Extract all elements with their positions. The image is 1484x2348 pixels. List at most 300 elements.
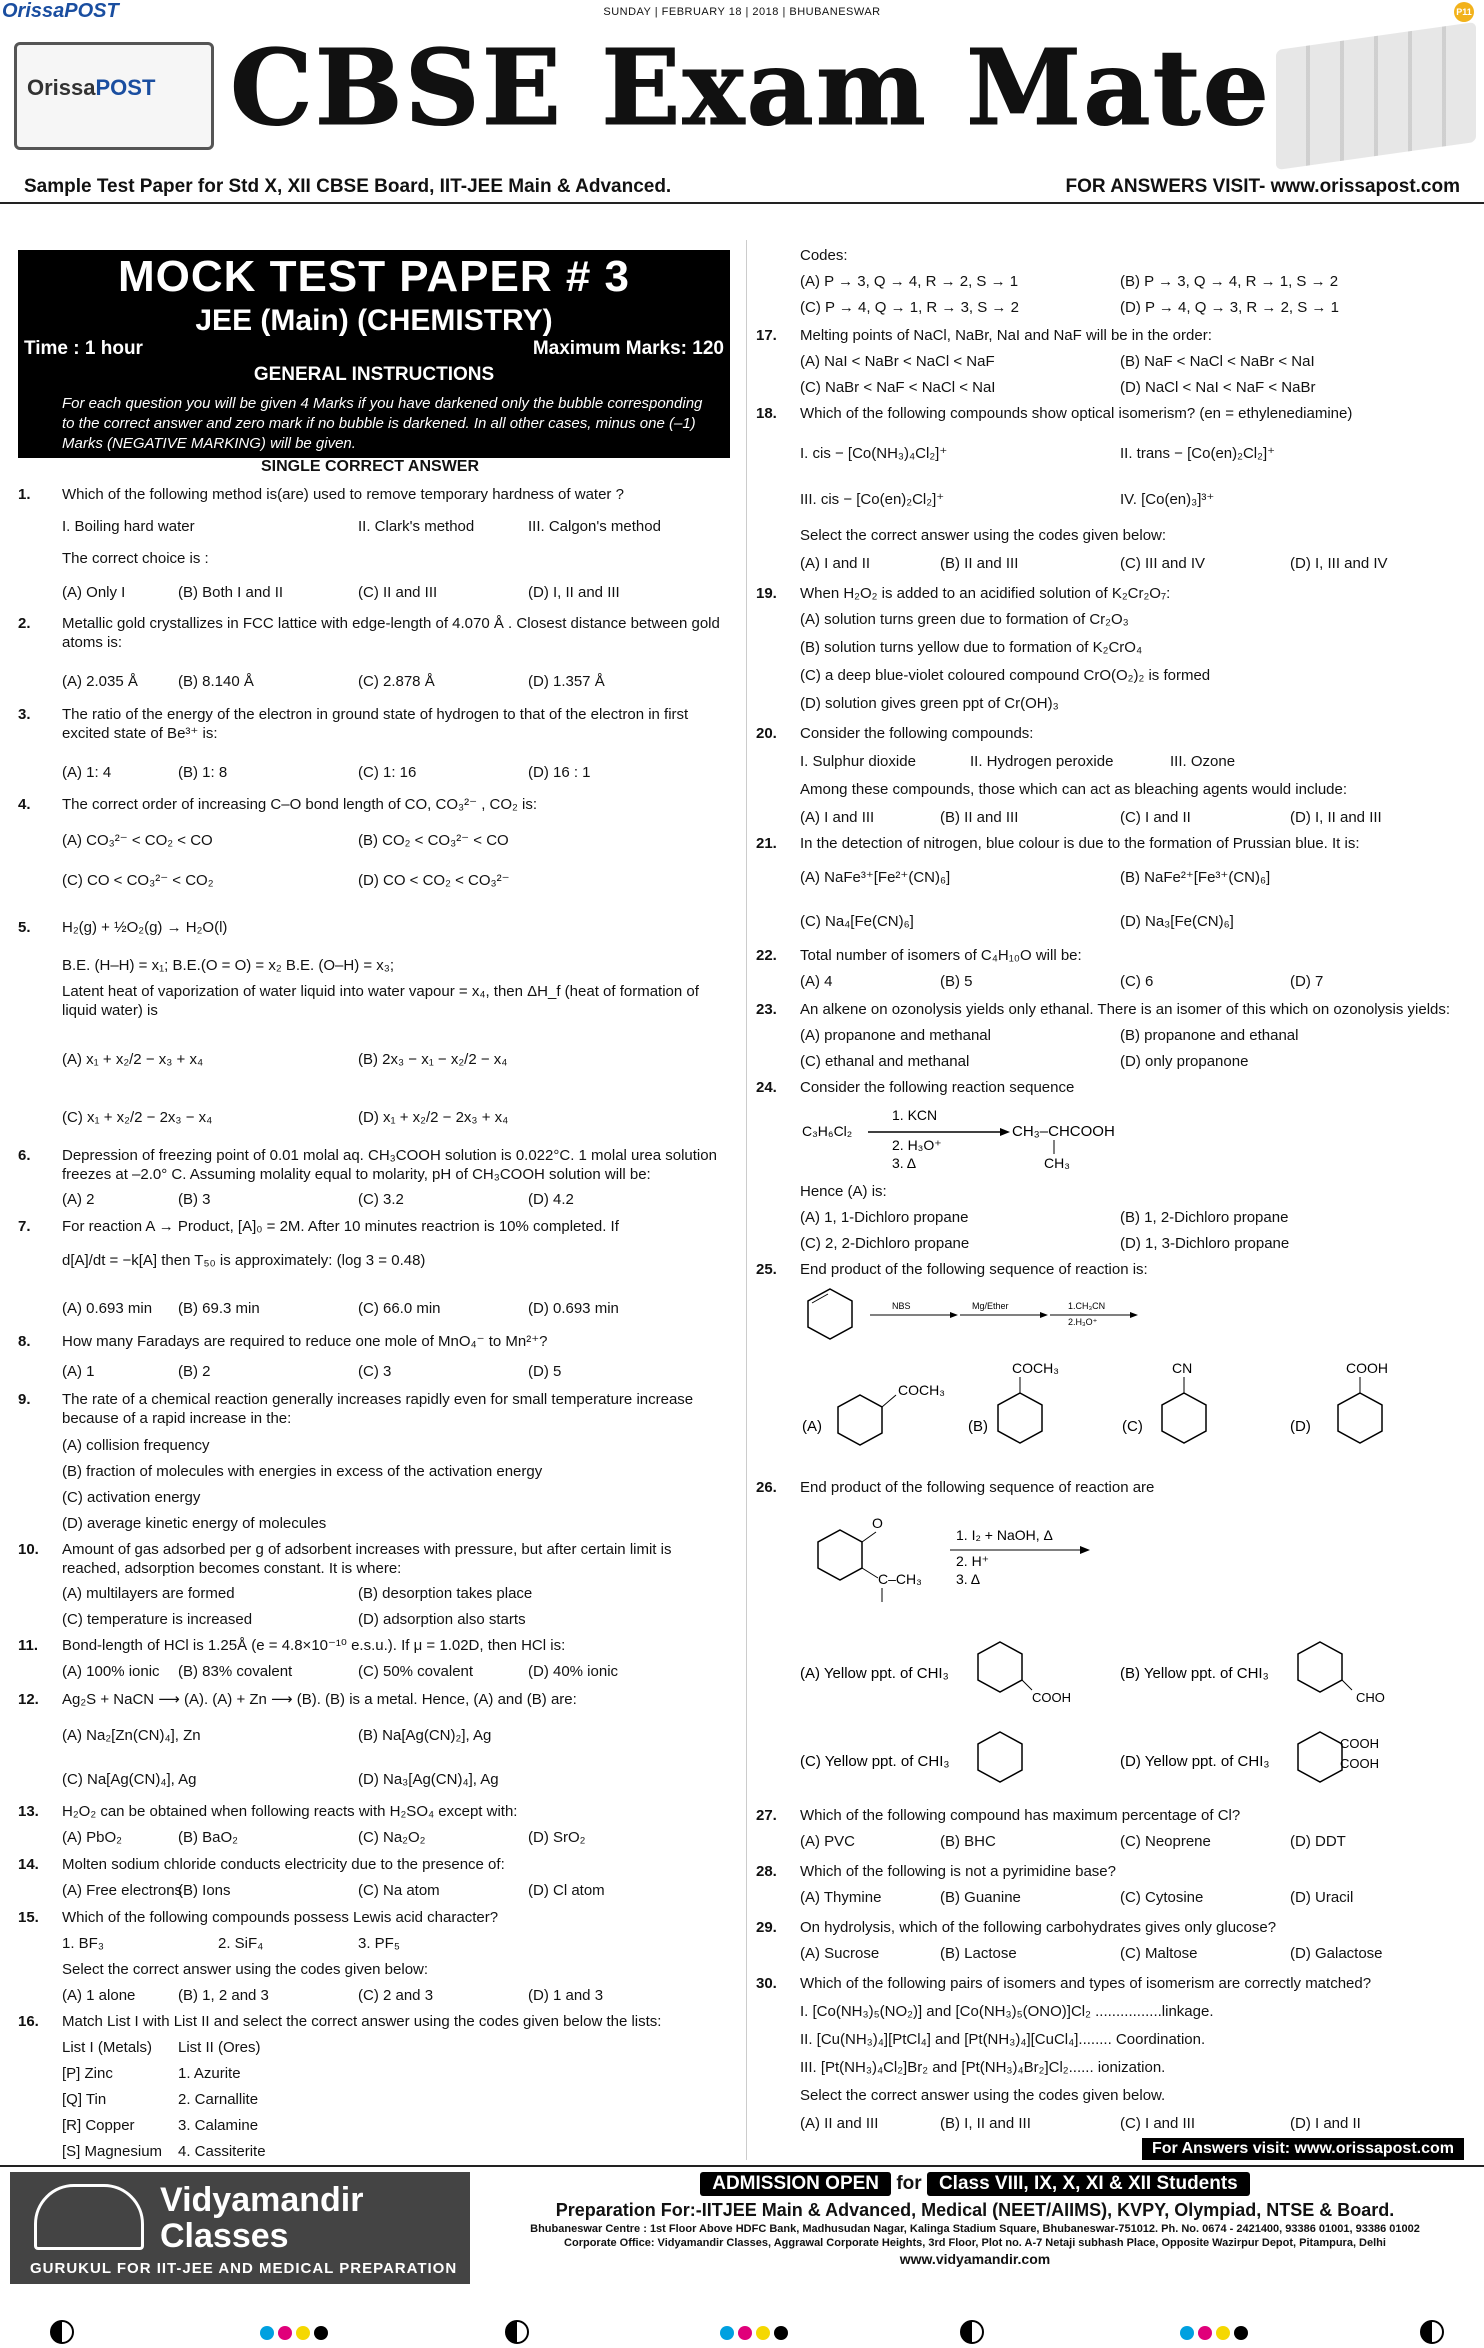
answer-option: (D) 0.693 min	[528, 1300, 619, 1317]
question-number: 19.	[756, 585, 777, 602]
laptop-brand-b: POST	[95, 75, 156, 100]
answer-option: (D) NaCl < NaI < NaF < NaBr	[1120, 379, 1316, 396]
q25-label-a: COCH₃	[898, 1382, 945, 1398]
answer-option: II. Hydrogen peroxide	[970, 753, 1114, 770]
question-detail: [Q] Tin	[62, 2091, 107, 2108]
question-text: Which of the following method is(are) used to remove temporary hardness of water ?	[62, 486, 624, 503]
page-number-badge: P11	[1454, 2, 1474, 22]
general-instructions-heading: GENERAL INSTRUCTIONS	[253, 364, 495, 385]
answer-option: Select the correct answer using the codes given below.	[800, 2087, 1166, 2104]
answer-option: (D) Uracil	[1290, 1889, 1354, 1906]
column-divider	[746, 240, 747, 2160]
vmc-name-1: Vidyamandir	[160, 2181, 364, 2219]
answer-option: I. Sulphur dioxide	[800, 753, 916, 770]
answer-option: (A) multilayers are formed	[62, 1585, 235, 1602]
question-text: The correct order of increasing C–O bond length of CO, CO₃²⁻ , CO₂ is:	[62, 796, 538, 813]
q25-arrowhead2	[1040, 1312, 1048, 1318]
answer-option: (A) Free electrons	[62, 1882, 183, 1899]
answer-option: (A) PVC	[800, 1833, 856, 1850]
answer-option: (D) Na₃[Ag(CN)₄], Ag	[358, 1771, 499, 1788]
answer-option: (C) 1: 16	[358, 764, 417, 781]
answer-option: (A) 4	[800, 973, 833, 990]
book-icon	[34, 2184, 144, 2250]
question-number: 13.	[18, 1803, 39, 1820]
q26-ring-a	[978, 1642, 1022, 1692]
question-number: 2.	[18, 615, 31, 632]
question-number: 16.	[18, 2013, 39, 2030]
answer-option: (C) Na atom	[358, 1882, 440, 1899]
answer-option: III. [Pt(NH₃)₄Cl₂]Br₂ and [Pt(NH₃)₄Br₂]Cl₂...... ionization.	[800, 2059, 1166, 2076]
question-text: Melting points of NaCl, NaBr, NaI and NaF will be in the order:	[800, 327, 1212, 344]
admission-for: for	[896, 2173, 922, 2194]
answer-option: (C) Na₄[Fe(CN)₆]	[800, 913, 914, 930]
answer-option: (C) 3	[358, 1363, 392, 1380]
answer-option: (C) Na[Ag(CN)₄], Ag	[62, 1771, 197, 1788]
answer-option: (B) 1: 8	[178, 764, 228, 781]
answer-option: III. Ozone	[1170, 753, 1236, 770]
answer-option: (B) II and III	[940, 809, 1019, 826]
q24-reaction-scheme	[800, 1100, 1220, 1180]
question-number: 3.	[18, 706, 31, 723]
q25-arrowhead1	[950, 1312, 958, 1318]
answer-option: Hence (A) is:	[800, 1183, 887, 1200]
question-text: On hydrolysis, which of the following carbohydrates gives only glucose?	[800, 1919, 1277, 1936]
question-text: Which of the following is not a pyrimidine base?	[800, 1863, 1116, 1880]
q26-bond-b	[1342, 1680, 1352, 1690]
question-number: 10.	[18, 1541, 39, 1558]
answer-option: (B) 2	[178, 1363, 211, 1380]
answer-option: (D) only propanone	[1120, 1053, 1249, 1070]
q26-option-b: (B) Yellow ppt. of CHI₃	[1120, 1665, 1269, 1682]
address-corporate: Corporate Office: Vidyamandir Classes, Aggrawal Corporate Heights, 3rd Floor, Plot no. A-7 Netaji subhash Place, Opposite Wazirpur Depot, Pitampura, Delhi	[564, 2237, 1386, 2249]
question-detail: [R] Copper	[62, 2117, 135, 2134]
answer-option: (A) CO₃²⁻ < CO₂ < CO	[62, 832, 213, 849]
q24-branch: CH₃	[1044, 1155, 1070, 1171]
question-number: 22.	[756, 947, 777, 964]
answer-option: (B) 5	[940, 973, 973, 990]
question-number: 30.	[756, 1975, 777, 1992]
question-text: Bond-length of HCl is 1.25Å (e = 4.8×10⁻¹⁰ e.s.u.). If μ = 1.02D, then HCl is:	[62, 1637, 566, 1654]
answer-option: (C) Cytosine	[1120, 1889, 1204, 1906]
question-number: 7.	[18, 1218, 31, 1235]
answer-option: (D) 40% ionic	[528, 1663, 619, 1680]
answer-option: (C) x₁ + x₂/2 − 2x₃ − x₄	[62, 1109, 213, 1126]
subheader-left: Sample Test Paper for Std X, XII CBSE Board, IIT-JEE Main & Advanced.	[24, 176, 672, 197]
answer-option: (B) fraction of molecules with energies in excess of the activation energy	[62, 1463, 543, 1480]
answer-option: (B) 69.3 min	[178, 1300, 260, 1317]
answer-option: (B) 8.140 Å	[178, 673, 254, 690]
answer-option: (A) II and III	[800, 2115, 879, 2132]
answer-option: (C) temperature is increased	[62, 1611, 253, 1628]
answer-option: (C) 2.878 Å	[358, 673, 435, 690]
answer-option: (C) NaBr < NaF < NaCl < NaI	[800, 379, 996, 396]
answer-option: (A) NaFe³⁺[Fe²⁺(CN)₆]	[800, 869, 951, 886]
answer-option: (B) propanone and ethanal	[1120, 1027, 1299, 1044]
question-number: 8.	[18, 1333, 31, 1350]
answer-option: II. trans − [Co(en)₂Cl₂]⁺	[1120, 445, 1276, 462]
q26-reaction-scheme	[800, 1510, 1460, 1800]
answer-option: (B) Guanine	[940, 1889, 1021, 1906]
question-detail: [P] Zinc	[62, 2065, 113, 2082]
answer-option: (A) 1 alone	[62, 1987, 136, 2004]
answer-option: (A) x₁ + x₂/2 − x₃ + x₄	[62, 1051, 204, 1068]
brand-logo: OrissaPOST	[2, 0, 119, 22]
question-text: Metallic gold crystallizes in FCC lattice with edge-length of 4.070 Å . Closest distance between gold atoms is:	[62, 615, 720, 651]
answer-option: (C) I and II	[1120, 809, 1191, 826]
answer-option: (C) 2, 2-Dichloro propane	[800, 1235, 970, 1252]
answer-option: (A) 1	[62, 1363, 95, 1380]
answer-option: (A) I and III	[800, 809, 875, 826]
q26-co-bond	[862, 1532, 876, 1542]
question-text: Which of the following compound has maximum percentage of Cl?	[800, 1807, 1241, 1824]
q25-ring-d	[1338, 1393, 1382, 1443]
q26-cooh-a: COOH	[1032, 1690, 1071, 1705]
answer-option: (C) I and III	[1120, 2115, 1196, 2132]
answer-option: (D) solution gives green ppt of Cr(OH)₃	[800, 695, 1059, 712]
banner-title: CBSE Exam Mate	[230, 26, 1271, 149]
question-text: How many Faradays are required to reduce one mole of MnO₄⁻ to Mn²⁺?	[62, 1333, 548, 1350]
dateline: SUNDAY | FEBRUARY 18 | 2018 | BHUBANESWAR	[603, 6, 881, 18]
question-detail: 1. BF₃	[62, 1935, 104, 1952]
registration-mark-icon	[50, 2320, 74, 2344]
q24-step3: 3. Δ	[892, 1155, 917, 1171]
q25-reagent-ch3cn: 1.CH₃CN	[1068, 1301, 1106, 1311]
question-detail: 2. SiF₄	[218, 1935, 264, 1952]
question-text: Codes:	[800, 247, 848, 264]
answer-option: (A) 2.035 Å	[62, 673, 138, 690]
q25-ring-b	[998, 1393, 1042, 1443]
q25-ring-c	[1162, 1393, 1206, 1443]
question-text: The rate of a chemical reaction generally increases rapidly even for small temperature increase because of a rapid increase in the:	[62, 1391, 694, 1427]
answer-option: (A) 100% ionic	[62, 1663, 160, 1680]
question-detail: d[A]/dt = −k[A] then T₅₀ is approximately: (log 3 = 0.48)	[62, 1252, 426, 1269]
mock-marks: Maximum Marks: 120	[532, 338, 724, 359]
question-text: Depression of freezing point of 0.01 molal aq. CH₃COOH solution is 0.022°C. 1 molal urea solution freezes at –2.0° C. Assuming molality equal to molarity, pH of CH₃COOH solution will be:	[62, 1147, 717, 1183]
answer-option: II. [Cu(NH₃)₄][PtCl₄] and [Pt(NH₃)₄][CuCl₄]........ Coordination.	[800, 2031, 1206, 2048]
answer-option: (A) solution turns green due to formation of Cr₂O₃	[800, 611, 1129, 628]
q26-arrowhead	[1080, 1546, 1090, 1554]
question-text: When H₂O₂ is added to an acidified solution of K₂Cr₂O₇:	[800, 585, 1171, 602]
question-detail: liquid water) is	[62, 1002, 158, 1019]
question-number: 20.	[756, 725, 777, 742]
cyclohexene-icon	[808, 1289, 852, 1339]
answer-option: (D) I, II and III	[528, 584, 620, 601]
question-text: Total number of isomers of C₄H₁₀O will be:	[800, 947, 1082, 964]
question-number: 24.	[756, 1079, 777, 1096]
answer-option: (B) 2x₃ − x₁ − x₂/2 − x₄	[358, 1051, 508, 1068]
answer-option: (A) Na₂[Zn(CN)₄], Zn	[62, 1727, 201, 1744]
question-text: End product of the following sequence of reaction are	[800, 1479, 1155, 1496]
question-detail: Select the correct answer using the codes given below:	[62, 1961, 429, 1978]
q25-reaction-scheme	[800, 1285, 1460, 1455]
question-text: Ag₂S + NaCN ⟶ (A). (A) + Zn ⟶ (B). (B) is a metal. Hence, (A) and (B) are:	[62, 1691, 577, 1708]
q25-option-c: (C)	[1122, 1418, 1143, 1435]
instructions-text: For each question you will be given 4 Marks if you have darkened only the bubble corresponding to the correct answer and zero mark if no bubble is darkened. In all other cases, minus one (–1) Marks (NEGATIVE MARKING) will be given.	[62, 395, 703, 452]
q26-side-bond	[862, 1568, 878, 1578]
answer-option: III. cis − [Co(en)₂Cl₂]⁺	[800, 491, 945, 508]
classes-pill: Class VIII, IX, X, XI & XII Students	[927, 2172, 1250, 2196]
answer-option: (D) Cl atom	[528, 1882, 605, 1899]
answer-option: (C) activation energy	[62, 1489, 201, 1506]
mock-time: Time : 1 hour	[24, 338, 143, 359]
q26-cooh-d2: COOH	[1340, 1756, 1379, 1771]
answer-option: (C) P → 4, Q → 1, R → 3, S → 2	[800, 299, 1019, 316]
answer-option: (C) CO < CO₃²⁻ < CO₂	[62, 872, 214, 889]
answer-option: (A) 1: 4	[62, 764, 112, 781]
answer-option: (D) DDT	[1290, 1833, 1346, 1850]
mock-subject: JEE (Main) (CHEMISTRY)	[195, 304, 553, 337]
q26-cooh-d1: COOH	[1340, 1736, 1379, 1751]
question-number: 14.	[18, 1856, 39, 1873]
answer-option: (C) Maltose	[1120, 1945, 1198, 1962]
question-text: Which of the following compounds possess Lewis acid character?	[62, 1909, 499, 1926]
q26-step3: 3. Δ	[956, 1571, 981, 1587]
question-detail: [S] Magnesium	[62, 2143, 163, 2160]
answer-option: Select the correct answer using the codes given below:	[800, 527, 1167, 544]
question-text: An alkene on ozonolysis yields only ethanal. There is an isomer of this which on ozonolysis yields:	[800, 1001, 1451, 1018]
answer-option: (C) Na₂O₂	[358, 1829, 426, 1846]
question-text: H₂O₂ can be obtained when following reacts with H₂SO₄ except with:	[62, 1803, 518, 1820]
answer-option: (C) III and IV	[1120, 555, 1206, 572]
question-number: 21.	[756, 835, 777, 852]
answer-option: (C) ethanal and methanal	[800, 1053, 970, 1070]
answer-option: (D) adsorption also starts	[358, 1611, 526, 1628]
answer-option: (A) Only I	[62, 584, 126, 601]
vidyamandir-logo	[10, 2172, 470, 2284]
q26-ring-b	[1298, 1642, 1342, 1692]
color-dots-icon	[720, 2326, 792, 2345]
registration-mark-icon	[505, 2320, 529, 2344]
answer-option: (D) 7	[1290, 973, 1324, 990]
registration-mark-icon	[1420, 2320, 1444, 2344]
answer-option: (B) BHC	[940, 1833, 996, 1850]
answer-option: (B) Ions	[178, 1882, 231, 1899]
question-text: The ratio of the energy of the electron in ground state of hydrogen to that of the electron in first excited state of Be³⁺ is:	[62, 706, 689, 742]
answer-option: (B) solution turns yellow due to formation of K₂CrO₄	[800, 639, 1143, 656]
question-number: 26.	[756, 1479, 777, 1496]
answer-option: (A) 0.693 min	[62, 1300, 153, 1317]
answer-option: (B) 1, 2-Dichloro propane	[1120, 1209, 1289, 1226]
question-number: 6.	[18, 1147, 31, 1164]
question-text: In the detection of nitrogen, blue colour is due to the formation of Prussian blue. It is:	[800, 835, 1360, 852]
answer-option: (D) I, II and III	[1290, 809, 1382, 826]
q25-reagent-nbs: NBS	[892, 1301, 911, 1311]
answer-option: (B) BaO₂	[178, 1829, 238, 1846]
answer-option: (D) P → 4, Q → 3, R → 2, S → 1	[1120, 299, 1339, 316]
answer-option: (C) 3.2	[358, 1191, 404, 1208]
q26-cyclohexanone-icon	[818, 1530, 862, 1580]
question-number: 17.	[756, 327, 777, 344]
q25-label-c: CN	[1172, 1360, 1193, 1376]
question-number: 28.	[756, 1863, 777, 1880]
answer-option: Among these compounds, those which can act as bleaching agents would include:	[800, 781, 1348, 798]
q25-label-b: COCH₃	[1012, 1360, 1059, 1376]
q26-cho-b: CHO	[1356, 1690, 1385, 1705]
answer-option: (C) Neoprene	[1120, 1833, 1211, 1850]
answer-option: (C) 50% covalent	[358, 1663, 474, 1680]
vmc-tagline: GURUKUL FOR IIT-JEE AND MEDICAL PREPARATION	[30, 2260, 458, 2277]
answer-option: (A) collision frequency	[62, 1437, 210, 1454]
q26-ring-d	[1298, 1732, 1342, 1782]
question-detail: 4. Cassiterite	[178, 2143, 266, 2160]
question-detail: 1. Azurite	[178, 2065, 241, 2082]
q25-bond-a	[882, 1395, 896, 1407]
answer-option: (A) 2	[62, 1191, 95, 1208]
q26-step1: 1. I₂ + NaOH, Δ	[956, 1527, 1053, 1543]
q26-step2: 2. H⁺	[956, 1553, 990, 1569]
answer-option: (A) NaI < NaBr < NaCl < NaF	[800, 353, 995, 370]
answer-option: (A) 1, 1-Dichloro propane	[800, 1209, 969, 1226]
answer-option: (D) CO < CO₂ < CO₃²⁻	[358, 872, 510, 889]
vmc-website[interactable]: www.vidyamandir.com	[899, 2251, 1051, 2267]
question-number: 5.	[18, 919, 31, 936]
double-bond-line	[812, 1294, 828, 1303]
question-text: Molten sodium chloride conducts electricity due to the presence of:	[62, 1856, 505, 1873]
laptop-brand-a: Orissa	[27, 75, 96, 100]
q25-arrowhead3	[1130, 1312, 1138, 1318]
q25-reagent-mg: Mg/Ether	[972, 1301, 1009, 1311]
q25-option-a: (A)	[802, 1418, 822, 1435]
answer-option: (D) 16 : 1	[528, 764, 591, 781]
question-number: 11.	[18, 1637, 39, 1654]
question-number: 29.	[756, 1919, 777, 1936]
question-detail: List I (Metals)	[62, 2039, 153, 2056]
answers-link[interactable]: For Answers visit: www.orissapost.com	[1142, 2138, 1464, 2160]
question-number: 15.	[18, 1909, 39, 1926]
question-text: Match List I with List II and select the correct answer using the codes given below the lists:	[62, 2013, 662, 2030]
answer-option: (B) NaFe²⁺[Fe³⁺(CN)₆]	[1120, 869, 1271, 886]
answer-option: (B) CO₂ < CO₃²⁻ < CO	[358, 832, 509, 849]
q25-reagent-h3o: 2.H₃O⁺	[1068, 1317, 1098, 1327]
answer-option: (B) Both I and II	[178, 584, 284, 601]
question-text: Consider the following reaction sequence	[800, 1079, 1075, 1096]
q26-bond-a	[1022, 1680, 1032, 1690]
q25-label-d: COOH	[1346, 1360, 1388, 1376]
question-number: 18.	[756, 405, 777, 422]
q25-option-d: (D)	[1290, 1418, 1311, 1435]
question-detail: List II (Ores)	[178, 2039, 261, 2056]
answer-option: (D) 4.2	[528, 1191, 574, 1208]
question-number: 27.	[756, 1807, 777, 1824]
answer-option: (D) SrO₂	[528, 1829, 586, 1846]
answer-option: (B) P → 3, Q → 4, R → 1, S → 2	[1120, 273, 1339, 290]
answer-option: I. cis − [Co(NH₃)₄Cl₂]⁺	[800, 445, 948, 462]
answer-option: (D) 1.357 Å	[528, 673, 605, 690]
vmc-name-2: Classes	[160, 2217, 289, 2255]
left-column	[18, 0, 730, 2160]
answer-option: (B) II and III	[940, 555, 1019, 572]
question-detail: I. Boiling hard water	[62, 518, 195, 535]
answer-option: (D) I, III and IV	[1290, 555, 1388, 572]
q25-ring-a	[838, 1395, 882, 1445]
answer-option: (A) I and II	[800, 555, 871, 572]
question-detail: 3. Calamine	[178, 2117, 259, 2134]
answer-option: (B) desorption takes place	[358, 1585, 533, 1602]
q26-ring-c	[978, 1732, 1022, 1782]
answer-option: (B) I, II and III	[940, 2115, 1031, 2132]
answer-option: (C) 6	[1120, 973, 1154, 990]
q26-oxygen: O	[872, 1515, 883, 1531]
subheader-right: FOR ANSWERS VISIT- www.orissapost.com	[1065, 176, 1460, 197]
answer-option: (A) P → 3, Q → 4, R → 2, S → 1	[800, 273, 1019, 290]
question-number: 25.	[756, 1261, 777, 1278]
answer-option: (D) average kinetic energy of molecules	[62, 1515, 327, 1532]
question-detail: B.E. (H–H) = x₁; B.E.(O = O) = x₂ B.E. (O–H) = x₃;	[62, 957, 395, 974]
admission-block	[480, 2172, 1470, 2267]
answer-option: (C) II and III	[358, 584, 438, 601]
question-text: Which of the following compounds show optical isomerism? (en = ethylenediamine)	[800, 405, 1353, 422]
answer-option: IV. [Co(en)₃]³⁺	[1120, 491, 1215, 508]
question-detail: III. Calgon's method	[528, 518, 661, 535]
question-number: 9.	[18, 1391, 31, 1408]
answer-option: (A) Thymine	[800, 1889, 882, 1906]
color-dots-icon	[1180, 2326, 1252, 2345]
question-text: H₂(g) + ½O₂(g) → H₂O(l)	[62, 919, 228, 936]
answer-option: (D) I and II	[1290, 2115, 1361, 2132]
question-text: End product of the following sequence of reaction is:	[800, 1261, 1148, 1278]
question-number: 23.	[756, 1001, 777, 1018]
q24-step2: 2. H₃O⁺	[892, 1137, 942, 1153]
question-detail: The correct choice is :	[62, 550, 209, 567]
question-number: 12.	[18, 1691, 39, 1708]
answer-option: I. [Co(NH₃)₅(NO₂)] and [Co(NH₃)₅(ONO)]Cl₂ ................linkage.	[800, 2003, 1214, 2020]
q26-option-d: (D) Yellow ppt. of CHI₃	[1120, 1753, 1270, 1770]
answer-option: (D) 5	[528, 1363, 562, 1380]
q24-arrowhead	[1000, 1128, 1010, 1136]
answer-option: (C) a deep blue-violet coloured compound CrO(O₂)₂ is formed	[800, 667, 1211, 684]
mock-title: MOCK TEST PAPER # 3	[117, 252, 631, 301]
q24-reactant: C₃H₆Cl₂	[802, 1123, 853, 1139]
question-text: For reaction A → Product, [A]₀ = 2M. After 10 minutes reactrion is 10% completed. If	[62, 1218, 619, 1235]
answer-option: (B) Na[Ag(CN)₂], Ag	[358, 1727, 492, 1744]
answer-option: (A) Sucrose	[800, 1945, 880, 1962]
answer-option: (D) 1 and 3	[528, 1987, 604, 2004]
address-bhubaneswar: Bhubaneswar Centre : 1st Floor Above HDFC Bank, Madhusudan Nagar, Kalinga Stadium Square, Bhubaneswar-751012. Ph. No. 0674 - 2421400, 93386 01001, 93386 01002	[530, 2223, 1420, 2235]
q25-option-b: (B)	[968, 1418, 988, 1435]
answer-option: (C) 2 and 3	[358, 1987, 434, 2004]
question-text: Consider the following compounds:	[800, 725, 1034, 742]
answer-option: (D) Galactose	[1290, 1945, 1383, 1962]
answer-option: (B) Lactose	[940, 1945, 1017, 1962]
answer-option: (D) Na₃[Fe(CN)₆]	[1120, 913, 1234, 930]
answer-option: (B) 83% covalent	[178, 1663, 293, 1680]
question-number: 1.	[18, 486, 31, 503]
section-label: SINGLE CORRECT ANSWER	[260, 458, 480, 475]
question-detail: 3. PF₅	[358, 1935, 400, 1952]
question-text: Which of the following pairs of isomers and types of isomerism are correctly matched?	[800, 1975, 1372, 1992]
answer-option: (B) NaF < NaCl < NaBr < NaI	[1120, 353, 1315, 370]
answer-option: (D) 1, 3-Dichloro propane	[1120, 1235, 1290, 1252]
q26-option-a: (A) Yellow ppt. of CHI₃	[800, 1665, 949, 1682]
answer-option: (B) 3	[178, 1191, 211, 1208]
color-dots-icon	[260, 2326, 332, 2345]
preparation-line: Preparation For:-IITJEE Main & Advanced, Medical (NEET/AIIMS), KVPY, Olympiad, NTSE & Board.	[555, 2200, 1395, 2220]
registration-mark-icon	[960, 2320, 984, 2344]
answer-option: (B) 1, 2 and 3	[178, 1987, 269, 2004]
q24-step1: 1. KCN	[892, 1107, 938, 1123]
answer-option: (A) PbO₂	[62, 1829, 122, 1846]
question-detail: II. Clark's method	[358, 518, 475, 535]
answer-option: (A) propanone and methanal	[800, 1027, 991, 1044]
answer-option: (C) 66.0 min	[358, 1300, 441, 1317]
question-detail: 2. Carnallite	[178, 2091, 259, 2108]
q26-c-ch3: C–CH₃	[878, 1571, 922, 1587]
question-text: Amount of gas adsorbed per g of adsorbent increases with pressure, but after certain limit is reached, adsorption becomes constant. It is where:	[62, 1541, 672, 1577]
q24-product: CH₃–CHCOOH	[1012, 1123, 1115, 1140]
admission-pill: ADMISSION OPEN	[700, 2172, 891, 2196]
question-number: 4.	[18, 796, 31, 813]
right-column	[756, 0, 1468, 2160]
